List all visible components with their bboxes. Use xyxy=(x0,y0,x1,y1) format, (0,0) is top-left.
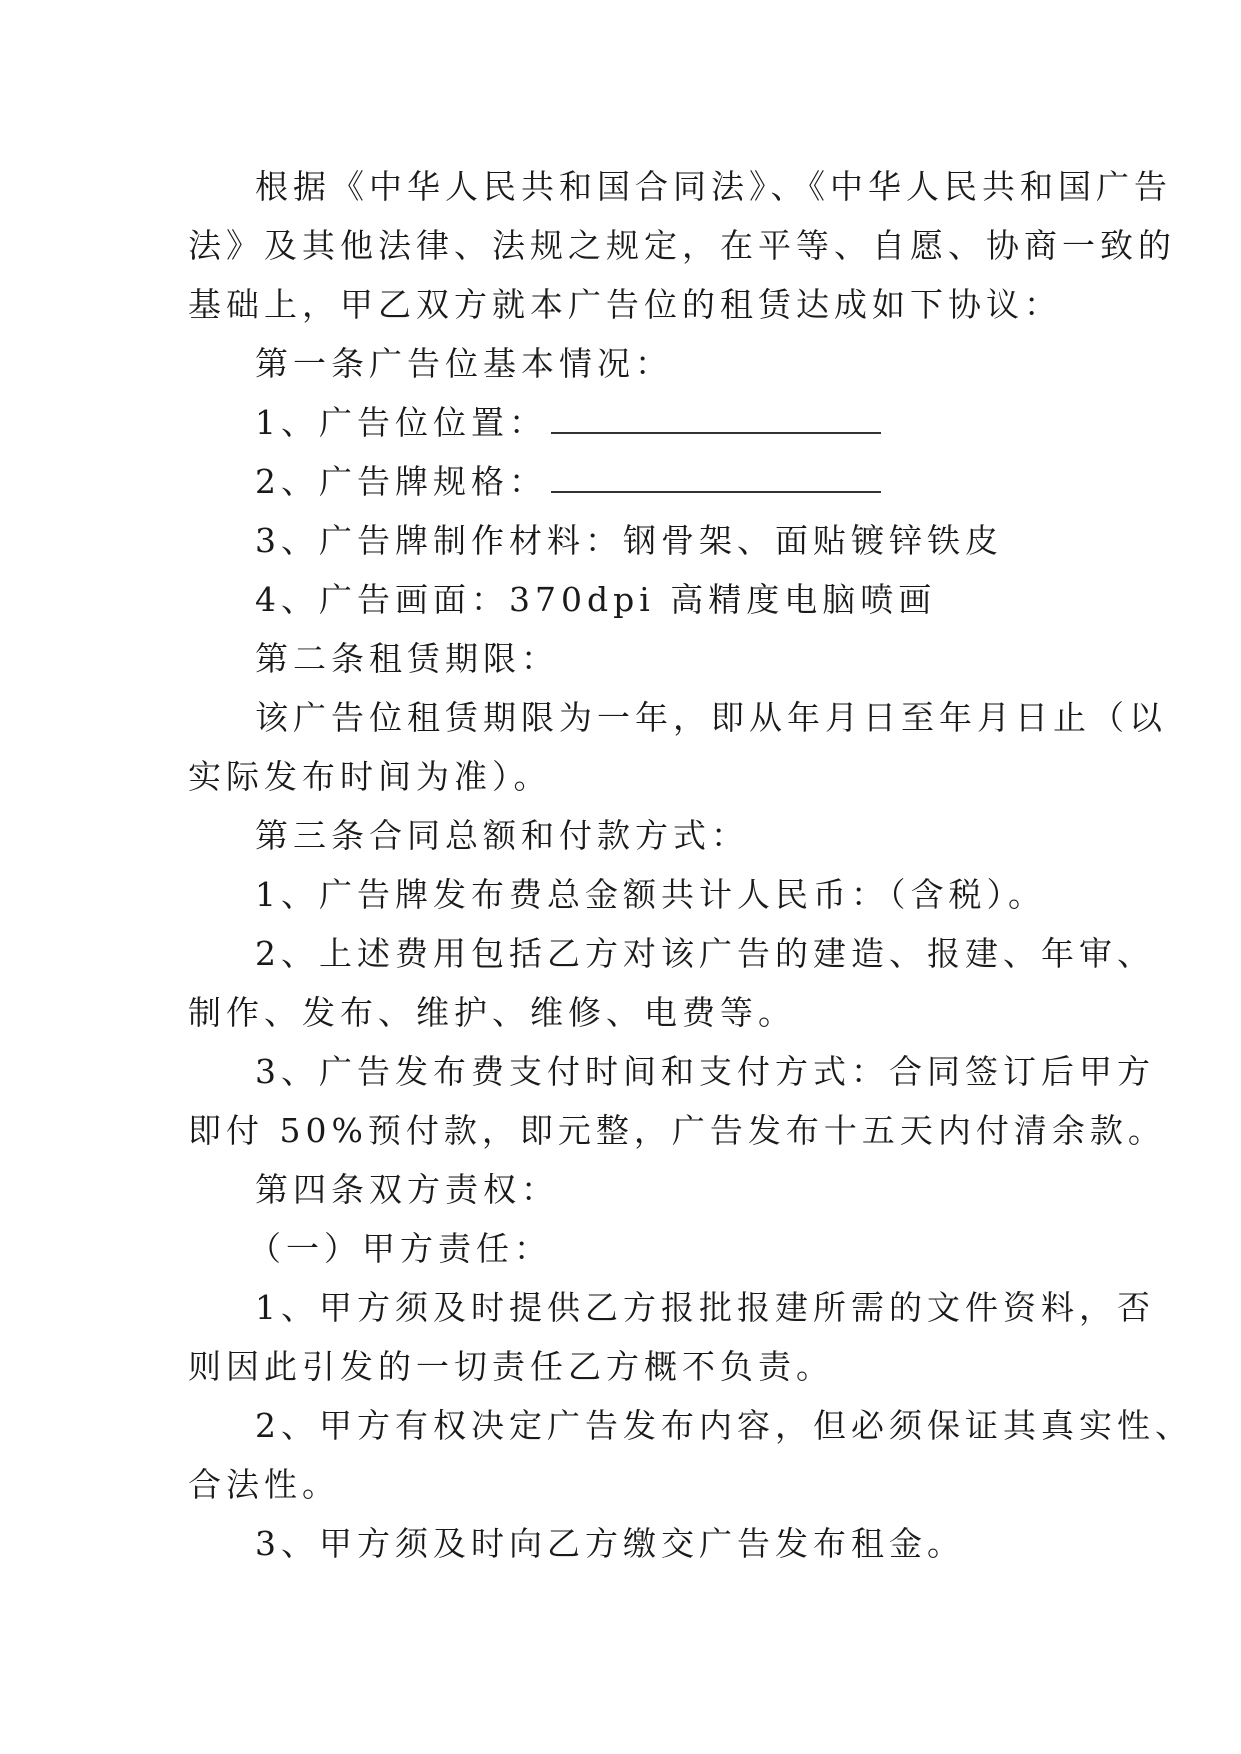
section-heading: （一）甲方责任： xyxy=(248,1229,552,1268)
paragraph-line: 4、广告画面：370dpi 高精度电脑喷画 xyxy=(255,580,937,619)
paragraph-line: 制作、发布、维护、维修、电费等。 xyxy=(188,993,796,1032)
paragraph-line: 3、广告牌制作材料：钢骨架、面贴镀锌铁皮 xyxy=(255,521,1003,560)
paragraph-line: 即付 50%预付款，即元整，广告发布十五天内付清余款。 xyxy=(188,1111,1166,1150)
article-heading: 第一条广告位基本情况： xyxy=(255,344,673,383)
paragraph-line: 该广告位租赁期限为一年，即从年月日至年月日止（以 xyxy=(255,698,1167,737)
paragraph-line: 1、甲方须及时提供乙方报批报建所需的文件资料，否 xyxy=(255,1288,1155,1327)
paragraph-line: 基础上，甲乙双方就本广告位的租赁达成如下协议： xyxy=(188,285,1062,324)
article-heading: 第四条双方责权： xyxy=(255,1170,559,1209)
paragraph-line: 3、广告发布费支付时间和支付方式：合同签订后甲方 xyxy=(255,1052,1155,1091)
paragraph-line: 法》及其他法律、法规之规定，在平等、自愿、协商一致的 xyxy=(188,226,1176,265)
item-billboard-spec: 2、广告牌规格： xyxy=(188,452,1048,511)
paragraph-line: 合法性。 xyxy=(188,1465,340,1504)
paragraph-line: 1、广告牌发布费总金额共计人民币：（含税）。 xyxy=(255,875,1046,914)
item-ad-location: 1、广告位位置： xyxy=(188,393,1048,452)
article-heading: 第三条合同总额和付款方式： xyxy=(255,816,749,855)
paragraph-line: 根据《中华人民共和国合同法》、《中华人民共和国广告 xyxy=(255,167,1172,206)
fill-in-blank xyxy=(551,461,881,493)
paragraph-line: 实际发布时间为准）。 xyxy=(188,757,552,796)
paragraph-line: 2、甲方有权决定广告发布内容，但必须保证其真实性、 xyxy=(255,1406,1193,1445)
article-heading: 第二条租赁期限： xyxy=(255,639,559,678)
paragraph-line: 2、上述费用包括乙方对该广告的建造、报建、年审、 xyxy=(255,934,1155,973)
fill-in-blank xyxy=(551,402,881,434)
paragraph-line: 3、甲方须及时向乙方缴交广告发布租金。 xyxy=(255,1524,965,1563)
paragraph-line: 则因此引发的一切责任乙方概不负责。 xyxy=(188,1347,834,1386)
contract-body xyxy=(188,157,1193,1573)
